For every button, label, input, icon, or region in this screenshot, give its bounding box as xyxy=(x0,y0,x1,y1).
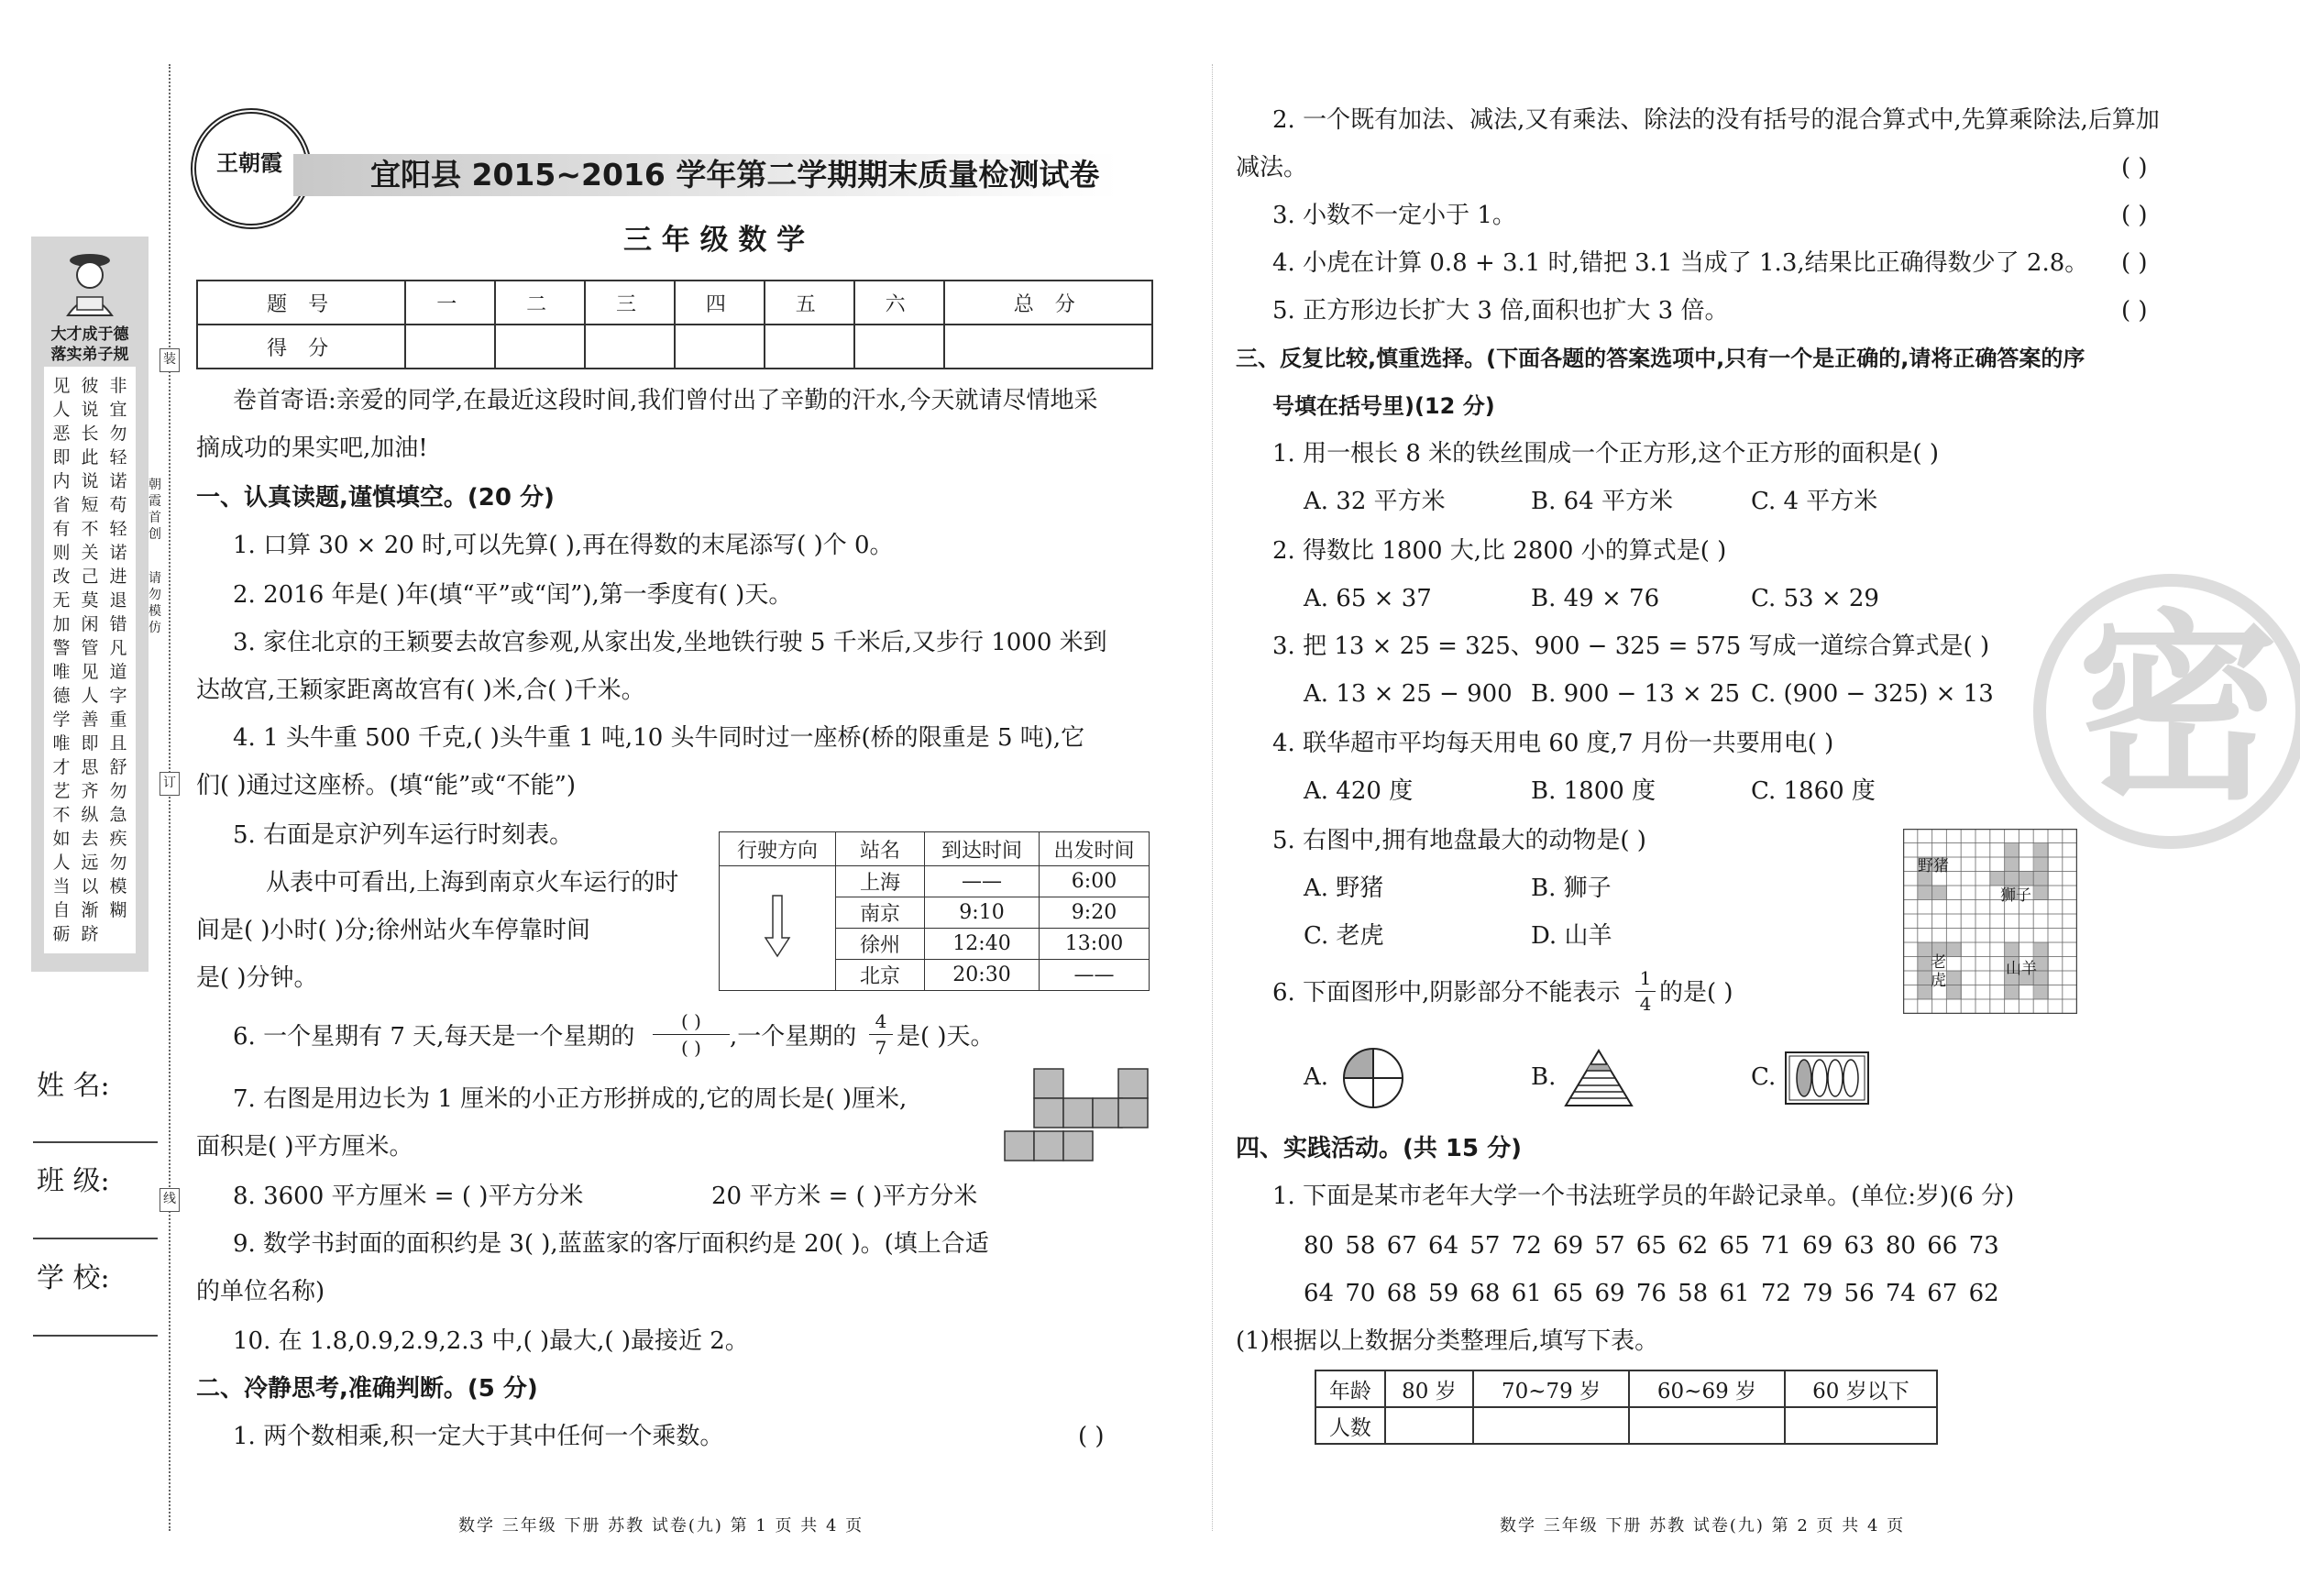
count-cell[interactable] xyxy=(1385,1407,1473,1444)
choice-6-option-c[interactable]: C. xyxy=(1751,1063,1777,1091)
motto-text-box xyxy=(44,367,136,953)
score-cell[interactable] xyxy=(585,325,675,369)
school-field[interactable] xyxy=(33,1335,158,1337)
score-header-cell: 六 xyxy=(854,281,944,325)
depart-cell: 6:00 xyxy=(1040,866,1150,897)
q3-line-1: 3. 家住北京的王颖要去故宫参观,从家出发,坐地铁行驶 5 千米后,又步行 1000 米到 xyxy=(233,629,1107,656)
choice-1-option-b[interactable]: B. 64 平方米 xyxy=(1531,488,1673,515)
choice-5-option-d[interactable]: D. 山羊 xyxy=(1531,922,1612,950)
train-header-cell: 出发时间 xyxy=(1040,832,1150,866)
square-tiles-figure xyxy=(1003,1067,1150,1164)
side-note-2: 请勿模仿 xyxy=(149,571,161,635)
station-cell: 北京 xyxy=(836,960,925,991)
binding-dotted-line xyxy=(169,64,171,1531)
school-label: 学 校: xyxy=(37,1262,110,1294)
score-header-cell: 题 号 xyxy=(197,281,405,325)
subject-title: 三 年 级 数 学 xyxy=(623,224,806,257)
q1: 1. 口算 30 × 20 时,可以先算( ),再在得数的末尾添写( )个 0。 xyxy=(233,532,894,559)
scholar-figure-icon xyxy=(53,244,127,317)
score-cell[interactable] xyxy=(944,325,1152,369)
section-3-heading-line-2: 号填在括号里)(12 分) xyxy=(1272,393,1495,419)
score-cell[interactable] xyxy=(854,325,944,369)
q4-line-1: 4. 1 头牛重 500 千克,( )头牛重 1 吨,10 头牛同时过一座桥(桥的限重是 5 吨),它 xyxy=(233,724,1085,752)
q8-part-1: 8. 3600 平方厘米 = ( )平方分米 xyxy=(233,1183,584,1210)
practice-1-sub: (1)根据以上数据分类整理后,填写下表。 xyxy=(1236,1327,1659,1355)
choice-4-option-c[interactable]: C. 1860 度 xyxy=(1751,777,1876,805)
q9-line-2: 的单位名称) xyxy=(196,1278,325,1305)
age-header-cell: 60 岁以下 xyxy=(1785,1370,1937,1407)
station-cell: 上海 xyxy=(836,866,925,897)
judge-2-line-1: 2. 一个既有加法、减法,又有乘法、除法的没有括号的混合算式中,先算乘除法,后算加 xyxy=(1272,106,2160,134)
arrive-cell: 12:40 xyxy=(925,929,1040,960)
choice-2: 2. 得数比 1800 大,比 2800 小的算式是( ) xyxy=(1272,537,1727,565)
q5-line-2: 从表中可看出,上海到南京火车运行的时 xyxy=(266,869,679,897)
q10: 10. 在 1.8,0.9,2.9,2.3 中,( )最大,( )最接近 2。 xyxy=(233,1327,749,1355)
train-timetable xyxy=(719,831,1150,991)
count-label: 人数 xyxy=(1315,1407,1385,1444)
judge-2-answer-paren[interactable]: ( ) xyxy=(2121,154,2148,182)
animal-label-goat: 山羊 xyxy=(2006,960,2037,978)
choice-4: 4. 联华超市平均每天用电 60 度,7 月份一共要用电( ) xyxy=(1272,730,1834,757)
striped-triangle-icon[interactable] xyxy=(1564,1049,1634,1107)
choice-2-option-b[interactable]: B. 49 × 76 xyxy=(1531,585,1660,612)
score-header-cell: 五 xyxy=(765,281,854,325)
choice-4-option-a[interactable]: A. 420 度 xyxy=(1304,777,1414,805)
q5-line-4: 是( )分钟。 xyxy=(196,964,318,992)
section-4-heading: 四、实践活动。(共 15 分) xyxy=(1236,1135,1523,1162)
age-table-header xyxy=(1315,1370,1937,1407)
score-header-cell: 三 xyxy=(585,281,675,325)
score-header-cell: 总 分 xyxy=(944,281,1152,325)
count-cell[interactable] xyxy=(1473,1407,1629,1444)
score-cell[interactable] xyxy=(675,325,765,369)
q9-line-1: 9. 数学书封面的面积约是 3( ),蓝蓝家的客厅面积约是 20( )。(填上合适 xyxy=(233,1230,989,1258)
q4-line-2: 们( )通过这座桥。(填“能”或“不能”) xyxy=(196,772,577,799)
binding-seal-3: 线 xyxy=(160,1188,180,1212)
ovals-rectangle-icon[interactable] xyxy=(1784,1051,1870,1106)
judge-5-answer-paren[interactable]: ( ) xyxy=(2121,297,2148,325)
depart-cell: 9:20 xyxy=(1040,897,1150,929)
score-header-cell: 一 xyxy=(405,281,495,325)
q6-part-3: 是( )天。 xyxy=(897,1023,995,1051)
table-row xyxy=(720,866,1150,897)
choice-6-option-b[interactable]: B. xyxy=(1531,1063,1557,1091)
choice-5: 5. 右图中,拥有地盘最大的动物是( ) xyxy=(1272,827,1646,854)
motto-column-3: 非宜勿轻诺苟轻诺进退错凡道字重且舒勿急疾勿模糊 xyxy=(109,376,127,920)
choice-6-fraction xyxy=(1635,966,1656,1017)
section-1-heading: 一、认真读题,谨慎填空。(20 分) xyxy=(196,484,555,512)
choice-6-option-a[interactable]: A. xyxy=(1304,1063,1329,1091)
choice-2-option-a[interactable]: A. 65 × 37 xyxy=(1304,585,1432,612)
age-header-cell: 60~69 岁 xyxy=(1629,1370,1785,1407)
fraction-denominator: 4 xyxy=(1639,993,1652,1015)
motto-column-2: 彼说长此说短不关己莫闲管见人善即思齐纵去远以渐跻 xyxy=(81,376,99,944)
age-header-cell: 70~79 岁 xyxy=(1473,1370,1629,1407)
binding-seal-1: 装 xyxy=(160,348,180,372)
judge-5: 5. 正方形边长扩大 3 倍,面积也扩大 3 倍。 xyxy=(1272,297,1729,325)
arrive-cell: —— xyxy=(925,866,1040,897)
q6-blank-fraction[interactable] xyxy=(653,1008,730,1061)
q3-line-2: 达故宫,王颖家距离故宫有( )米,合( )千米。 xyxy=(196,677,645,704)
judge-3: 3. 小数不一定小于 1。 xyxy=(1272,202,1516,229)
choice-6-part-1: 6. 下面图形中,阴影部分不能表示 xyxy=(1272,979,1621,1007)
intro-line-1: 卷首寄语:亲爱的同学,在最近这段时间,我们曾付出了辛勤的汗水,今天就请尽情地采 xyxy=(233,387,1098,414)
train-header-cell: 到达时间 xyxy=(925,832,1040,866)
train-header-cell: 站名 xyxy=(836,832,925,866)
class-label: 班 级: xyxy=(37,1165,110,1197)
judge-3-answer-paren[interactable]: ( ) xyxy=(2121,202,2148,229)
down-arrow-icon xyxy=(764,894,791,958)
arrive-cell: 20:30 xyxy=(925,960,1040,991)
depart-cell: 13:00 xyxy=(1040,929,1150,960)
score-cell[interactable] xyxy=(405,325,495,369)
age-header-cell: 年龄 xyxy=(1315,1370,1385,1407)
fraction-numerator: 4 xyxy=(869,1008,893,1035)
binding-seal-2: 订 xyxy=(160,772,180,796)
score-table-score-row xyxy=(197,325,1152,369)
judge-4: 4. 小虎在计算 0.8 + 3.1 时,错把 3.1 当成了 1.3,结果比正确得数少了 2.8。 xyxy=(1272,249,2089,277)
choice-3-option-a[interactable]: A. 13 × 25 − 900 xyxy=(1304,680,1513,708)
motto-column-1: 见人恶即内省有则改无加警唯德学唯才艺不如人当自砺 xyxy=(52,376,71,944)
ages-row-1: 80 58 67 64 57 72 69 57 65 62 65 71 69 63 80 66 73 xyxy=(1304,1232,1999,1260)
judge-4-answer-paren[interactable]: ( ) xyxy=(2121,249,2148,277)
choice-5-option-b[interactable]: B. 狮子 xyxy=(1531,875,1612,902)
class-field[interactable] xyxy=(33,1238,158,1239)
score-header-cell: 四 xyxy=(675,281,765,325)
page-1-footer: 数学 三年级 下册 苏教 试卷(九) 第 1 页 共 4 页 xyxy=(458,1516,864,1535)
count-cell[interactable] xyxy=(1785,1407,1937,1444)
choice-2-option-c[interactable]: C. 53 × 29 xyxy=(1751,585,1879,612)
animal-label-tiger: 老虎 xyxy=(1931,953,1946,990)
practice-1: 1. 下面是某市老年大学一个书法班学员的年龄记录单。(单位:岁)(6 分) xyxy=(1272,1183,2015,1210)
direction-cell xyxy=(720,866,836,991)
animal-label-boar: 野猪 xyxy=(1918,857,1949,875)
choice-1: 1. 用一根长 8 米的铁丝围成一个正方形,这个正方形的面积是( ) xyxy=(1272,440,1939,468)
q7-line-1: 7. 右图是用边长为 1 厘米的小正方形拼成的,它的周长是( )厘米, xyxy=(233,1085,908,1113)
judge-1-answer-paren[interactable]: ( ) xyxy=(1078,1423,1105,1450)
choice-5-option-c[interactable]: C. 老虎 xyxy=(1304,922,1384,950)
choice-6-part-2: 的是( ) xyxy=(1659,979,1733,1007)
q2: 2. 2016 年是( )年(填“平”或“闰”),第一季度有( )天。 xyxy=(233,581,793,609)
score-table-header-row xyxy=(197,281,1152,325)
slogan-1: 大才成于德 xyxy=(50,325,129,344)
fraction-numerator: 1 xyxy=(1635,966,1656,992)
q6-part-1: 6. 一个星期有 7 天,每天是一个星期的 xyxy=(233,1023,635,1051)
slogan-2: 落实弟子规 xyxy=(50,346,129,364)
score-table xyxy=(196,280,1153,369)
choice-3: 3. 把 13 × 25 = 325、900 − 325 = 575 写成一道综合算式是( ) xyxy=(1272,633,1990,660)
intro-line-2: 摘成功的果实吧,加油! xyxy=(196,435,428,462)
choice-3-option-c[interactable]: C. (900 − 325) × 13 xyxy=(1751,680,1994,708)
score-row-label: 得 分 xyxy=(197,325,405,369)
animal-label-lion: 狮子 xyxy=(2000,886,2031,905)
name-field[interactable] xyxy=(33,1141,158,1143)
q5-line-1: 5. 右面是京沪列车运行时刻表。 xyxy=(233,821,574,849)
q7-line-2: 面积是( )平方厘米。 xyxy=(196,1133,413,1161)
fraction-denominator: ( ) xyxy=(681,1037,701,1059)
choice-4-option-b[interactable]: B. 1800 度 xyxy=(1531,777,1656,805)
q5-line-3: 间是( )小时( )分;徐州站火车停靠时间 xyxy=(196,917,590,944)
score-header-cell: 二 xyxy=(495,281,585,325)
arrive-cell: 9:10 xyxy=(925,897,1040,929)
judge-1: 1. 两个数相乘,积一定大于其中任何一个乘数。 xyxy=(233,1423,724,1450)
quartered-circle-icon[interactable] xyxy=(1342,1047,1404,1109)
confidential-watermark-char: 密 xyxy=(2077,592,2280,827)
ages-row-2: 64 70 68 59 68 61 65 69 76 58 61 72 79 56 74 67 62 xyxy=(1304,1280,1999,1307)
score-cell[interactable] xyxy=(765,325,854,369)
name-label: 姓 名: xyxy=(37,1070,110,1102)
fraction-numerator: ( ) xyxy=(653,1008,730,1035)
choice-3-option-b[interactable]: B. 900 − 13 × 25 xyxy=(1531,680,1741,708)
section-3-heading-line-1: 三、反复比较,慎重选择。(下面各题的答案选项中,只有一个是正确的,请将正确答案的序 xyxy=(1236,346,2085,371)
q8-part-2: 20 平方米 = ( )平方分米 xyxy=(711,1183,978,1210)
fraction-denominator: 7 xyxy=(875,1037,887,1059)
train-header-cell: 行驶方向 xyxy=(720,832,836,866)
page-2-footer: 数学 三年级 下册 苏教 试卷(九) 第 2 页 共 4 页 xyxy=(1500,1516,1906,1535)
q6-fraction xyxy=(869,1008,893,1061)
choice-1-option-c[interactable]: C. 4 平方米 xyxy=(1751,488,1878,515)
age-table xyxy=(1315,1370,1938,1445)
choice-5-option-a[interactable]: A. 野猪 xyxy=(1304,875,1384,902)
count-cell[interactable] xyxy=(1629,1407,1785,1444)
logo-text: 王朝霞 xyxy=(216,149,282,176)
judge-2-line-2: 减法。 xyxy=(1236,154,1308,182)
choice-1-option-a[interactable]: A. 32 平方米 xyxy=(1304,488,1446,515)
table-row xyxy=(1315,1407,1937,1444)
depart-cell: —— xyxy=(1040,960,1150,991)
page-divider xyxy=(1212,64,1213,1531)
train-table-header xyxy=(720,832,1150,866)
station-cell: 徐州 xyxy=(836,929,925,960)
side-note-1: 朝霞首创 xyxy=(149,478,161,542)
section-2-heading: 二、冷静思考,准确判断。(5 分) xyxy=(196,1375,538,1403)
exam-title: 宜阳县 2015~2016 学年第二学期期末质量检测试卷 xyxy=(370,157,1100,193)
q6-part-2: ,一个星期的 xyxy=(730,1023,857,1051)
age-header-cell: 80 岁 xyxy=(1385,1370,1473,1407)
score-cell[interactable] xyxy=(495,325,585,369)
station-cell: 南京 xyxy=(836,897,925,929)
